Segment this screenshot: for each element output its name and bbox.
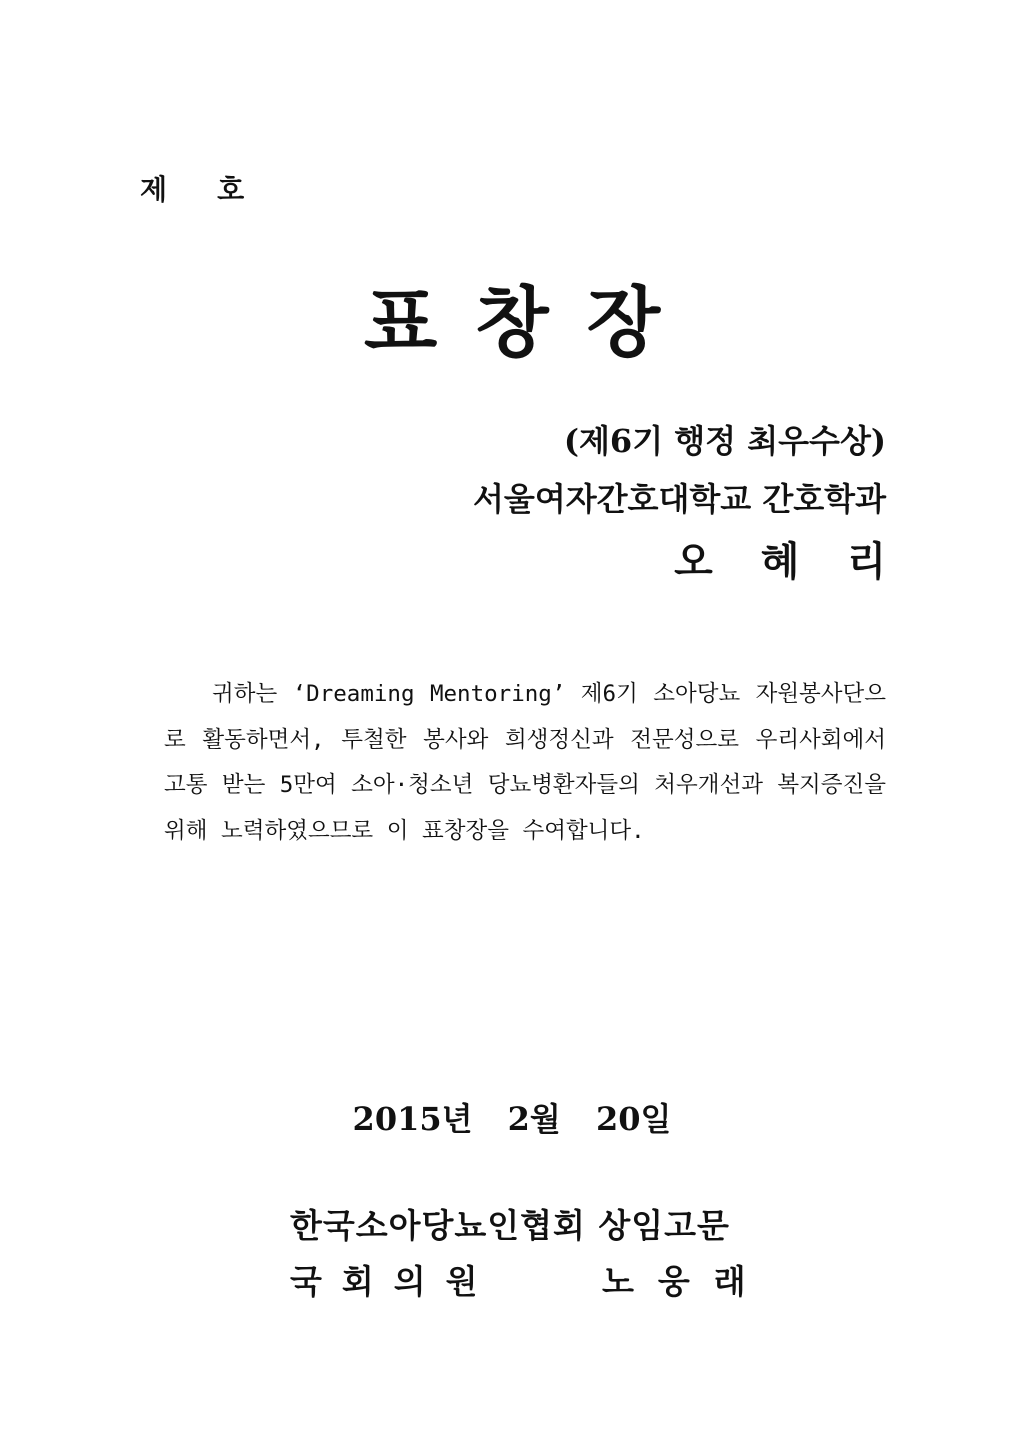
issuer-signature-line: [290, 1256, 770, 1303]
issue-number: [140, 168, 244, 208]
certificate-title: 표창장: [363, 278, 699, 367]
issuer-name: 노웅래: [602, 1262, 770, 1301]
recipient-name: 오혜리: [674, 538, 934, 585]
issuer-organization: 한국소아당뇨인협회 상임고문: [290, 1206, 730, 1245]
issue-number-prefix: 제: [140, 173, 168, 206]
recipient-affiliation: 서울여자간호대학교 간호학과: [473, 480, 886, 518]
issue-date: 2015년 2월 20일: [352, 1100, 672, 1138]
issue-number-suffix: 호: [217, 173, 245, 206]
award-name: (제6기 행정 최우수상): [563, 422, 886, 460]
citation-text: 귀하는 ‘Dreaming Mentoring’ 제6기 소아당뇨 자원봉사단으로 활동하면서, 투철한 봉사와 희생정신과 전문성으로 우리사회에서 고통 받는 5만여 소아·청소년 당뇨병환자들의 처우개선과 복지증진을 위해 노력하였으므로 이 표창장을 수여합니다.: [164, 681, 886, 844]
issuer-role: 국회의원: [290, 1262, 498, 1301]
